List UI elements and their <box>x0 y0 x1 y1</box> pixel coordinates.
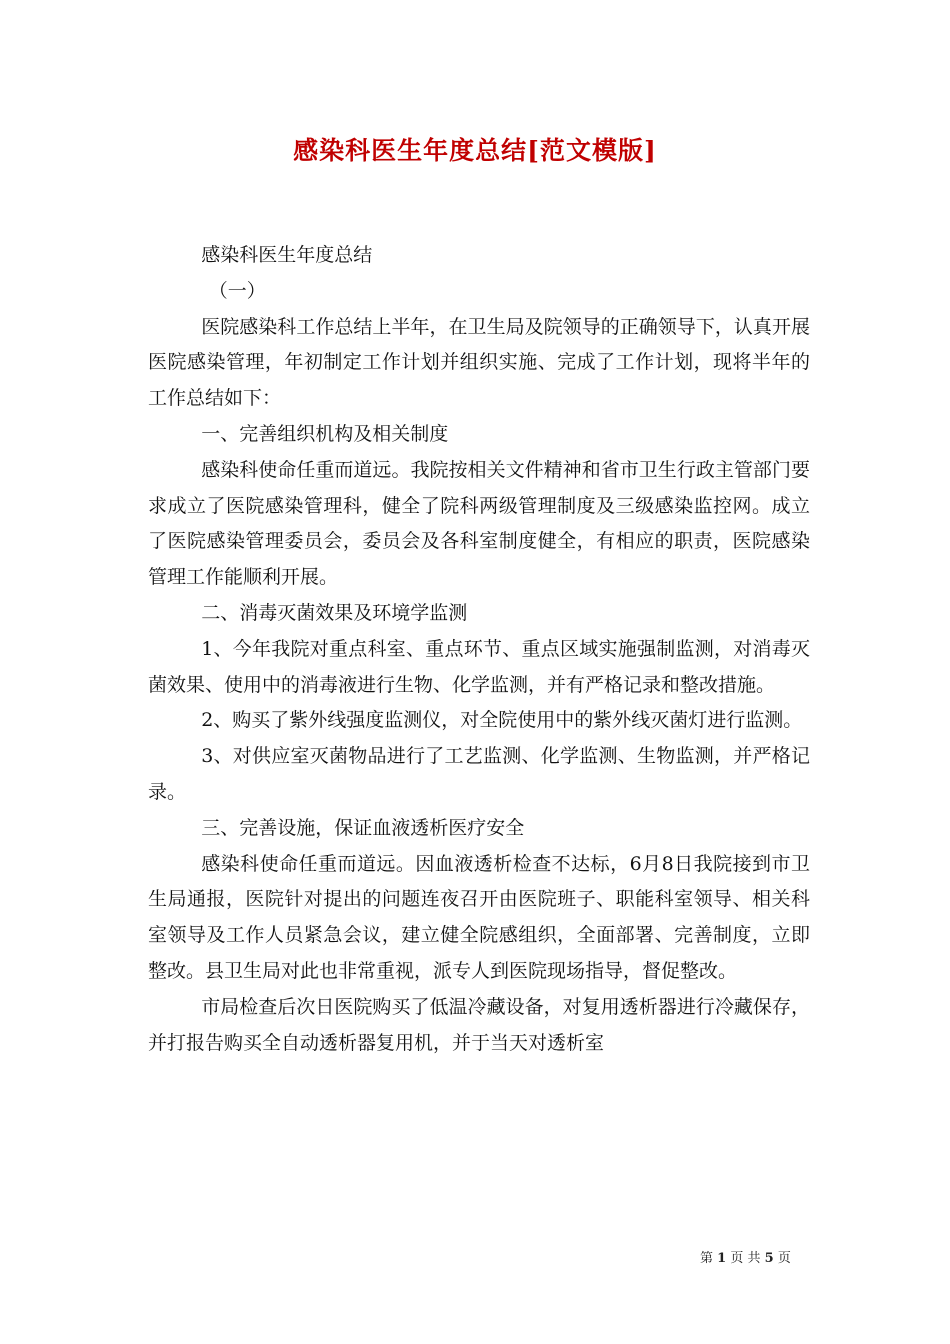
page-middle: 页 共 <box>730 1251 761 1266</box>
page-current: 1 <box>717 1251 727 1266</box>
paragraph: 感染科使命任重而道远。因血液透析检查不达标，6月8日我院接到市卫生局通报，医院针对提出的问题连夜召开由医院班子、职能科室领导、相关科室领导及工作人员紧急会议，建立健全院感组织，全面部署、完善制度，立即整改。县卫生局对此也非常重视，派专人到医院现场指导，督促整改。 <box>148 852 810 982</box>
page-total: 5 <box>764 1251 774 1266</box>
paragraph: 感染科使命任重而道远。我院按相关文件精神和省市卫生行政主管部门要求成立了医院感染管理科，健全了院科两级管理制度及三级感染监控网。成立了医院感染管理委员会，委员会及各科室制度健全，有相应的职责，医院感染管理工作能顺利开展。 <box>148 458 810 589</box>
paragraph: 市局检查后次日医院购买了低温冷藏设备，对复用透析器进行冷藏保存，并打报告购买全自动透析器复用机，并于当天对透析室 <box>148 995 810 1054</box>
document-body <box>148 238 810 1061</box>
list-item: 1、今年我院对重点科室、重点环节、重点区域实施强制监测，对消毒灭菌效果、使用中的消毒液进行生物、化学监测，并有严格记录和整改措施。 <box>148 637 810 696</box>
section-heading: 三、完善设施，保证血液透析医疗安全 <box>201 816 525 839</box>
list-item: 3、对供应室灭菌物品进行了工艺监测、化学监测、生物监测，并严格记录。 <box>148 745 810 803</box>
page-prefix: 第 <box>700 1251 714 1266</box>
subtitle: 感染科医生年度总结 <box>201 244 373 266</box>
page-suffix: 页 <box>777 1251 791 1266</box>
document-title: 感染科医生年度总结[范文模版] <box>293 136 657 165</box>
page-number <box>700 1247 791 1266</box>
section-heading: 二、消毒灭菌效果及环境学监测 <box>201 601 468 624</box>
paragraph: 医院感染科工作总结上半年，在卫生局及院领导的正确领导下，认真开展医院感染管理，年初制定工作计划并组织实施、完成了工作计划，现将半年的工作总结如下： <box>148 315 810 410</box>
section-number: （一） <box>208 279 266 302</box>
list-item: 2、购买了紫外线强度监测仪，对全院使用中的紫外线灭菌灯进行监测。 <box>201 709 803 732</box>
section-heading: 一、完善组织机构及相关制度 <box>201 422 449 445</box>
